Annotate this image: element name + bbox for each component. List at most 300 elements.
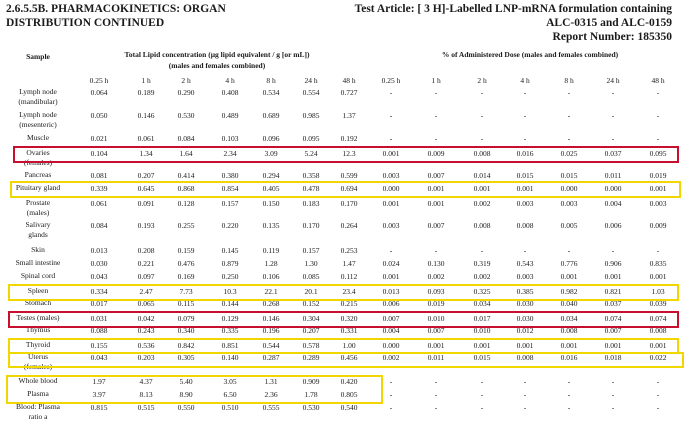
conc-value-cell: 0.150 [262,199,280,208]
sample-name [0,402,76,422]
dose-value-cell: 0.543 [516,259,534,268]
conc-value-cell: 0.103 [221,134,239,143]
dose-value-cell: 0.004 [382,326,400,335]
dose-timepoint-header: 8 h [564,76,574,85]
conc-value-cell: 0.476 [177,259,195,268]
dose-value-cell: 0.037 [604,149,622,158]
conc-value-cell: 0.115 [177,299,195,308]
dose-value-cell: - [611,134,615,143]
conc-value-cell: 0.079 [177,314,195,323]
conc-value-cell: 5.24 [304,149,318,158]
dose-value-cell: 0.000 [560,184,578,193]
conc-value-cell: 0.868 [177,184,195,193]
dose-value-cell: 0.000 [604,184,622,193]
dose-value-cell: 0.012 [516,326,534,335]
sample-name [0,298,76,308]
dose-value-cell: - [480,403,484,412]
conc-value-cell: 7.73 [179,287,193,296]
dose-value-cell: 0.007 [427,171,445,180]
conc-value-cell: 0.414 [177,171,195,180]
dose-value-cell: - [434,403,438,412]
conc-value-cell: 0.578 [302,341,320,350]
dose-value-cell: 0.015 [516,171,534,180]
dose-value-cell: 0.004 [604,199,622,208]
dose-value-cell: 0.030 [516,314,534,323]
conc-value-cell: 0.250 [221,272,239,281]
conc-value-cell: 0.456 [340,353,358,362]
dose-value-cell: 0.014 [473,171,491,180]
conc-value-cell: 0.104 [90,149,108,158]
dose-value-cell: 0.001 [382,149,400,158]
dose-value-cell: 0.017 [473,314,491,323]
conc-value-cell: 1.37 [342,111,356,120]
conc-value-cell: 0.854 [221,184,239,193]
dose-value-cell: 0.006 [382,299,400,308]
dose-value-cell: - [656,111,660,120]
dose-value-cell: 0.001 [649,341,667,350]
dose-value-cell: 0.001 [604,272,622,281]
dose-value-cell: - [480,88,484,97]
conc-value-cell: 0.290 [177,88,195,97]
dose-value-cell: - [480,111,484,120]
conc-value-cell: 12.3 [342,149,356,158]
dose-value-cell: 0.001 [427,341,445,350]
dose-value-cell: 0.001 [649,184,667,193]
conc-value-cell: 0.555 [262,403,280,412]
conc-value-cell: 23.4 [342,287,356,296]
dose-value-cell: 0.007 [427,221,445,230]
dose-value-cell: - [567,88,571,97]
dose-value-cell: - [480,377,484,386]
conc-value-cell: 0.106 [262,272,280,281]
conc-value-cell: 0.144 [221,299,239,308]
dose-value-cell: - [567,111,571,120]
conc-value-cell: 0.193 [137,221,155,230]
dose-value-cell: 0.015 [560,171,578,180]
conc-value-cell: 0.170 [340,199,358,208]
conc-value-cell: 0.135 [262,221,280,230]
concentration-group-header [82,49,352,71]
conc-value-cell: 0.536 [137,341,155,350]
conc-value-cell: 0.065 [137,299,155,308]
conc-value-cell: 0.842 [177,341,195,350]
dose-value-cell: 0.001 [560,341,578,350]
conc-value-cell: 0.220 [221,221,239,230]
conc-value-cell: 0.208 [137,246,155,255]
conc-value-cell: 0.129 [221,314,239,323]
dose-value-cell: 0.003 [649,199,667,208]
conc-value-cell: 0.189 [137,88,155,97]
sample-name-line: Spleen [27,286,49,295]
sample-name-line: Prostate [25,198,51,207]
conc-value-cell: 0.030 [90,259,108,268]
conc-value-cell: 0.340 [177,326,195,335]
sample-name-line: Uterus [28,352,48,361]
conc-value-cell: 0.031 [90,314,108,323]
dose-value-cell: - [434,88,438,97]
conc-value-cell: 0.599 [340,171,358,180]
dose-value-cell: - [611,246,615,255]
dose-value-cell: 0.016 [516,149,534,158]
dose-value-cell: 0.074 [604,314,622,323]
dose-value-cell: 0.002 [473,199,491,208]
sample-name [0,376,76,386]
test-article-components: ALC-0315 and ALC-0159 [546,17,672,29]
sample-name-line: Pituitary gland [15,183,61,192]
dose-value-cell: 0.001 [427,199,445,208]
conc-value-cell: 0.540 [340,403,358,412]
conc-timepoint-header: 2 h [181,76,191,85]
dose-value-cell: 0.022 [649,353,667,362]
dose-value-cell: 0.008 [649,326,667,335]
dose-value-cell: 0.001 [560,272,578,281]
conc-value-cell: 0.088 [90,326,108,335]
dose-value-cell: 0.008 [473,221,491,230]
sample-name-line: Pancreas [24,170,52,179]
sample-name [0,325,76,335]
conc-value-cell: 0.159 [177,246,195,255]
conc-value-cell: 0.550 [177,403,195,412]
conc-value-cell: 0.061 [90,199,108,208]
dose-timepoint-header: 1 h [431,76,441,85]
dose-value-cell: - [389,246,393,255]
conc-value-cell: 0.264 [340,221,358,230]
conc-value-cell: 0.021 [90,134,108,143]
dose-value-cell: - [611,390,615,399]
conc-value-cell: 0.358 [302,171,320,180]
dose-value-cell: 0.001 [473,184,491,193]
dose-value-cell: 0.005 [560,221,578,230]
sample-name [0,148,76,168]
conc-value-cell: 0.554 [302,88,320,97]
conc-value-cell: 0.084 [177,134,195,143]
dose-value-cell: 0.003 [516,199,534,208]
conc-value-cell: 0.140 [221,353,239,362]
conc-value-cell: 1.31 [264,377,278,386]
dose-value-cell: - [389,377,393,386]
conc-value-cell: 0.157 [302,246,320,255]
conc-timepoint-header: 24 h [304,76,318,85]
dose-value-cell: - [523,134,527,143]
dose-value-cell: 0.016 [560,353,578,362]
sample-name-line: (mesenteric) [19,120,57,129]
sample-name [0,389,76,399]
sample-name [0,352,76,372]
dose-value-cell: - [434,246,438,255]
conc-value-cell: 0.146 [137,111,155,120]
conc-value-cell: 0.304 [302,314,320,323]
conc-value-cell: 0.815 [90,403,108,412]
dose-value-cell: - [480,246,484,255]
conc-value-cell: 0.207 [302,326,320,335]
conc-value-cell: 0.042 [137,314,155,323]
dose-value-cell: 0.010 [473,326,491,335]
conc-value-cell: 0.689 [262,111,280,120]
sample-name [0,271,76,281]
conc-value-cell: 20.1 [304,287,318,296]
conc-value-cell: 0.339 [90,184,108,193]
conc-value-cell: 0.534 [262,88,280,97]
conc-value-cell: 0.530 [302,403,320,412]
dose-value-cell: 0.001 [473,341,491,350]
sample-name [0,170,76,180]
dose-value-cell: 0.003 [560,199,578,208]
conc-value-cell: 0.043 [90,353,108,362]
dose-value-cell: 0.040 [560,299,578,308]
conc-value-cell: 0.408 [221,88,239,97]
conc-value-cell: 0.294 [262,171,280,180]
dose-value-cell: - [567,377,571,386]
conc-value-cell: 0.331 [340,326,358,335]
dose-value-cell: 0.002 [427,272,445,281]
sample-name-line: Spinal cord [20,271,56,280]
conc-value-cell: 0.268 [262,299,280,308]
conc-value-cell: 0.489 [221,111,239,120]
sample-name-line: Thymus [25,325,51,334]
conc-value-cell: 8.90 [179,390,193,399]
sample-name-line: Ovaries [26,148,50,157]
sample-name-line: (females) [23,362,53,371]
dose-value-cell: - [523,390,527,399]
conc-value-cell: 1.30 [304,259,318,268]
dose-value-cell: - [523,403,527,412]
dose-value-cell: - [523,111,527,120]
conc-value-cell: 0.645 [137,184,155,193]
dose-value-cell: 0.982 [560,287,578,296]
conc-value-cell: 0.196 [262,326,280,335]
sample-name [0,183,76,193]
dose-value-cell: 0.002 [382,353,400,362]
dose-value-cell: 0.007 [604,326,622,335]
dose-value-cell: - [656,390,660,399]
sample-name-line: Stomach [24,298,52,307]
conc-value-cell: 0.420 [340,377,358,386]
conc-value-cell: 22.1 [264,287,278,296]
sample-name-line: Lymph node [19,87,57,96]
dose-value-cell: 0.093 [427,287,445,296]
dose-value-cell: 0.130 [427,259,445,268]
dose-value-cell: - [523,377,527,386]
sample-name [0,133,76,143]
dose-value-cell: 0.030 [516,299,534,308]
dose-value-cell: 0.008 [516,353,534,362]
dose-timepoint-header: 48 h [651,76,665,85]
dose-value-cell: 0.010 [427,314,445,323]
dose-timepoint-header: 0.25 h [381,76,401,85]
dose-value-cell: - [434,134,438,143]
dose-value-cell: 0.776 [560,259,578,268]
conc-value-cell: 0.050 [90,111,108,120]
sample-name [0,198,76,218]
dose-timepoint-header: 4 h [520,76,530,85]
dose-value-cell: 0.095 [649,149,667,158]
conc-value-cell: 0.985 [302,111,320,120]
conc-value-cell: 0.215 [340,299,358,308]
conc-value-cell: 1.97 [92,377,106,386]
conc-value-cell: 0.085 [302,272,320,281]
dose-group-header [375,49,685,60]
conc-value-cell: 0.146 [262,314,280,323]
conc-value-cell: 0.207 [137,171,155,180]
section-title-line1: 2.6.5.5B. PHARMACOKINETICS: ORGAN [6,3,226,15]
conc-value-cell: 0.192 [340,134,358,143]
conc-value-cell: 0.091 [137,199,155,208]
dose-value-cell: 0.001 [427,184,445,193]
dose-value-cell: 0.008 [560,326,578,335]
dose-value-cell: 0.007 [382,314,400,323]
test-article-line: Test Article: [ 3 H]-Labelled LNP-mRNA formulation containing [354,3,672,15]
dose-value-cell: 0.039 [649,299,667,308]
conc-value-cell: 0.320 [340,314,358,323]
dose-value-cell: - [389,403,393,412]
dose-value-cell: 0.074 [649,314,667,323]
conc-value-cell: 0.478 [302,184,320,193]
conc-value-cell: 0.084 [90,221,108,230]
dose-value-cell: - [480,390,484,399]
dose-value-cell: 0.008 [473,149,491,158]
conc-value-cell: 4.37 [139,377,153,386]
conc-value-cell: 0.255 [177,221,195,230]
sample-name-line: Lymph node [19,110,57,119]
sample-name-line: (males) [26,208,50,217]
conc-value-cell: 0.095 [302,134,320,143]
conc-value-cell: 0.169 [177,272,195,281]
conc-value-cell: 1.78 [304,390,318,399]
dose-value-cell: - [389,111,393,120]
conc-value-cell: 0.851 [221,341,239,350]
conc-value-cell: 1.28 [264,259,278,268]
conc-value-cell: 0.289 [302,353,320,362]
conc-value-cell: 1.00 [342,341,356,350]
conc-value-cell: 0.243 [137,326,155,335]
dose-value-cell: 0.011 [604,171,622,180]
conc-value-cell: 0.013 [90,246,108,255]
sample-name [0,258,76,268]
dose-value-cell: - [389,134,393,143]
conc-value-cell: 0.170 [302,221,320,230]
dose-value-cell: 0.007 [427,326,445,335]
sample-name-line: glands [28,230,48,239]
dose-value-cell: - [480,134,484,143]
dose-value-cell: 0.001 [382,199,400,208]
dose-value-cell: - [656,134,660,143]
dose-value-cell: 0.319 [473,259,491,268]
sample-name-line: Plasma [27,389,49,398]
dose-value-cell: 0.001 [516,184,534,193]
dose-value-cell: - [389,390,393,399]
dose-value-cell: 0.001 [649,272,667,281]
dose-value-cell: 0.009 [649,221,667,230]
conc-value-cell: 0.515 [137,403,155,412]
dose-value-cell: 0.003 [382,221,400,230]
conc-value-cell: 0.694 [340,184,358,193]
dose-timepoint-header: 24 h [606,76,620,85]
conc-value-cell: 0.405 [262,184,280,193]
dose-value-cell: 0.003 [382,171,400,180]
conc-timepoint-header: 4 h [225,76,235,85]
conc-value-cell: 0.157 [221,199,239,208]
conc-value-cell: 0.043 [90,272,108,281]
dose-value-cell: - [434,390,438,399]
dose-value-cell: - [389,88,393,97]
conc-value-cell: 0.183 [302,199,320,208]
dose-value-cell: 0.018 [604,353,622,362]
dose-value-cell: 1.03 [651,287,665,296]
conc-value-cell: 0.544 [262,341,280,350]
dose-value-cell: - [523,88,527,97]
dose-value-cell: 0.001 [382,272,400,281]
conc-value-cell: 1.34 [139,149,153,158]
sample-name [0,110,76,130]
conc-value-cell: 0.334 [90,287,108,296]
conc-value-cell: 0.128 [177,199,195,208]
conc-value-cell: 0.530 [177,111,195,120]
dose-value-cell: - [656,88,660,97]
sample-name-line: Muscle [26,133,50,142]
conc-timepoint-header: 48 h [342,76,356,85]
section-title [6,2,226,30]
dose-value-cell: 0.034 [473,299,491,308]
dose-value-cell: 0.001 [516,341,534,350]
dose-value-cell: 0.906 [604,259,622,268]
conc-value-cell: 0.287 [262,353,280,362]
sample-name-line: Skin [31,245,45,254]
dose-value-cell: 0.009 [427,149,445,158]
sample-name-line: Thyroid [25,340,51,349]
dose-value-cell: - [656,377,660,386]
conc-value-cell: 2.47 [139,287,153,296]
dose-value-cell: - [656,403,660,412]
conc-value-cell: 0.152 [302,299,320,308]
sample-name-line: (mandibular) [18,97,58,106]
conc-value-cell: 0.727 [340,88,358,97]
dose-value-cell: 0.821 [604,287,622,296]
conc-value-cell: 0.119 [262,246,280,255]
dose-value-cell: 0.006 [604,221,622,230]
conc-value-cell: 0.380 [221,171,239,180]
report-number: Report Number: 185350 [552,31,672,43]
dose-value-cell: 0.835 [649,259,667,268]
conc-value-cell: 0.805 [340,390,358,399]
conc-value-cell: 0.335 [221,326,239,335]
sample-name [0,313,76,323]
conc-value-cell: 5.40 [179,377,193,386]
conc-value-cell: 0.221 [137,259,155,268]
dose-timepoint-header: 2 h [477,76,487,85]
conc-value-cell: 0.096 [262,134,280,143]
dose-value-cell: 0.024 [382,259,400,268]
sample-name-line: Small intestine [15,258,61,267]
dose-value-cell: - [656,246,660,255]
sample-name [0,220,76,240]
dose-value-cell: - [434,377,438,386]
sample-name-line: (females) [23,158,53,167]
conc-value-cell: 0.203 [137,353,155,362]
dose-value-cell: 0.011 [427,353,445,362]
conc-value-cell: 0.061 [137,134,155,143]
sample-name-line: Testes (males) [16,313,60,322]
conc-value-cell: 2.36 [264,390,278,399]
dose-value-cell: - [434,111,438,120]
sample-name [0,286,76,296]
dose-value-cell: - [567,403,571,412]
dose-value-cell: 0.008 [516,221,534,230]
dose-value-cell: 0.000 [382,184,400,193]
sample-column-header: Sample [26,52,50,61]
dose-group-title: % of Administered Dose (males and females combined) [441,50,619,59]
conc-value-cell: 0.155 [90,341,108,350]
dose-value-cell: - [523,246,527,255]
